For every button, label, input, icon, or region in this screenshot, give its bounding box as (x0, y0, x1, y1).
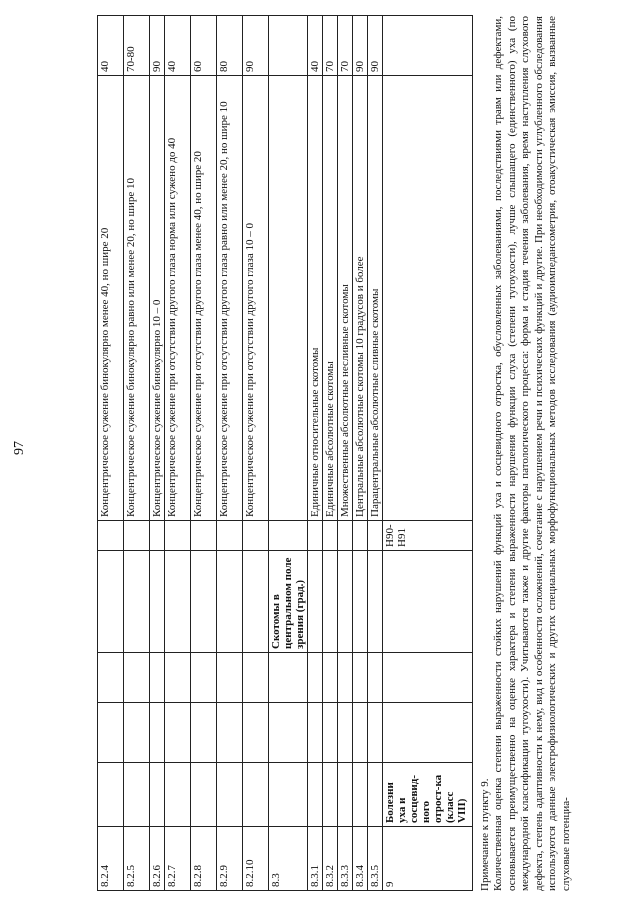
cell-empty (124, 703, 150, 763)
cell-icd (217, 521, 243, 551)
table-row (353, 16, 368, 891)
table-row (368, 16, 383, 891)
cell-empty (243, 703, 269, 763)
cell-empty (98, 703, 124, 763)
cell-code: 8.2.5 (124, 827, 150, 891)
cell-percent: 80 (217, 16, 243, 76)
cell-empty (338, 703, 353, 763)
cell-category (150, 551, 165, 653)
cell-criterion (383, 76, 473, 521)
cell-criterion: Единичные относительные скотомы (308, 76, 323, 521)
cell-criterion: Концентрическое сужение бинокулярно менее 40, но шире 20 (98, 76, 124, 521)
cell-percent: 40 (98, 16, 124, 76)
cell-empty (217, 703, 243, 763)
cell-empty (191, 653, 217, 703)
cell-empty (383, 653, 473, 703)
cell-percent (269, 16, 308, 76)
cell-criterion: Центральные абсолютные скотомы 10 градусов и более (353, 76, 368, 521)
cell-criterion: Концентрическое сужение при отсутствии другого глаза норма или сужено до 40 (165, 76, 191, 521)
cell-percent: 90 (243, 16, 269, 76)
cell-code: 8.2.7 (165, 827, 191, 891)
table-row (243, 16, 269, 891)
cell-code: 8.3.4 (353, 827, 368, 891)
table-row (150, 16, 165, 891)
cell-category (165, 551, 191, 653)
cell-empty (368, 703, 383, 763)
cell-icd (368, 521, 383, 551)
note-text: Количественная оценка степени выраженности стойких нарушений функций уха и сосцевидного отростка, обусловленных заболеваниями, последствиями травм или дефектами, основывается преимущественно на оценке характера и степени выраженности нарушения функции слуха (степени тугоухости), лучше слышащего (единственного) уха (по международной классификации тугоухости). Учитываются также и другие факторы патологического процесса: форма и стадия течения заболевания, время наступления слухового дефекта, степень адаптивности к нему, вид и особенности осложнений, сочетание с нарушением речи и психических функций и другие. При необходимости углубленного обследования используются данные электрофизиологических и других специальных морфофункциональных методов исследования (аудиоимпедансометрия, отоакустическая эмиссия, вызванные слуховые потенциа- (492, 16, 572, 891)
table-row (124, 16, 150, 891)
criteria-table-body (98, 16, 473, 891)
table-row (191, 16, 217, 891)
cell-percent: 90 (150, 16, 165, 76)
cell-icd (191, 521, 217, 551)
cell-percent: 90 (368, 16, 383, 76)
cell-percent (383, 16, 473, 76)
cell-percent: 40 (165, 16, 191, 76)
cell-empty (338, 653, 353, 703)
cell-criterion: Парацентральные абсолютные сливные скотомы (368, 76, 383, 521)
cell-empty (323, 703, 338, 763)
cell-percent: 70-80 (124, 16, 150, 76)
cell-empty (269, 653, 308, 703)
cell-code: 8.3.5 (368, 827, 383, 891)
cell-code: 8.3.2 (323, 827, 338, 891)
table-row (269, 16, 308, 891)
cell-empty (150, 653, 165, 703)
cell-criterion: Единичные абсолютные скотомы (323, 76, 338, 521)
cell-class (165, 763, 191, 827)
table-row (165, 16, 191, 891)
cell-icd (165, 521, 191, 551)
cell-category (124, 551, 150, 653)
cell-category (323, 551, 338, 653)
cell-category: Скотомы в центральном поле зрения (град.) (269, 551, 308, 653)
cell-category (368, 551, 383, 653)
cell-code: 8.3 (269, 827, 308, 891)
cell-icd (243, 521, 269, 551)
cell-criterion: Концентрическое сужение при отсутствии другого глаза равно или менее 20, но шире 10 (217, 76, 243, 521)
cell-category (243, 551, 269, 653)
cell-empty (383, 703, 473, 763)
cell-percent: 70 (323, 16, 338, 76)
cell-empty (308, 703, 323, 763)
cell-icd (269, 521, 308, 551)
cell-category (98, 551, 124, 653)
cell-empty (353, 653, 368, 703)
cell-code: 8.3.3 (338, 827, 353, 891)
cell-criterion: Концентрическое сужение бинокулярно равно или менее 20, но шире 10 (124, 76, 150, 521)
note-block (479, 16, 573, 891)
cell-class (308, 763, 323, 827)
cell-category (383, 551, 473, 653)
cell-class: Болезни уха и сосцевид-ного отрост-ка (класс VIII) (383, 763, 473, 827)
cell-empty (243, 653, 269, 703)
cell-class (269, 763, 308, 827)
cell-category (353, 551, 368, 653)
cell-class (353, 763, 368, 827)
cell-empty (150, 703, 165, 763)
cell-category (338, 551, 353, 653)
cell-class (243, 763, 269, 827)
cell-class (150, 763, 165, 827)
cell-icd: H90-H91 (383, 521, 473, 551)
cell-empty (217, 653, 243, 703)
cell-class (217, 763, 243, 827)
cell-criterion: Концентрическое сужение при отсутствии другого глаза 10 – 0 (243, 76, 269, 521)
cell-empty (124, 653, 150, 703)
cell-empty (368, 653, 383, 703)
cell-class (124, 763, 150, 827)
cell-icd (98, 521, 124, 551)
criteria-table (97, 15, 473, 891)
cell-percent: 70 (338, 16, 353, 76)
cell-class (323, 763, 338, 827)
cell-empty (98, 653, 124, 703)
cell-icd (353, 521, 368, 551)
cell-code: 8.2.4 (98, 827, 124, 891)
cell-icd (338, 521, 353, 551)
cell-category (308, 551, 323, 653)
cell-empty (191, 703, 217, 763)
table-row (323, 16, 338, 891)
cell-empty (323, 653, 338, 703)
cell-category (191, 551, 217, 653)
cell-empty (165, 653, 191, 703)
cell-code: 8.3.1 (308, 827, 323, 891)
cell-empty (308, 653, 323, 703)
cell-class (98, 763, 124, 827)
cell-icd (124, 521, 150, 551)
cell-class (368, 763, 383, 827)
cell-class (191, 763, 217, 827)
cell-code: 8.2.9 (217, 827, 243, 891)
page-number: 97 (12, 441, 27, 455)
cell-code: 8.2.8 (191, 827, 217, 891)
table-row (308, 16, 323, 891)
cell-code: 9 (383, 827, 473, 891)
cell-empty (165, 703, 191, 763)
table-row (383, 16, 473, 891)
table-row (217, 16, 243, 891)
table-row (98, 16, 124, 891)
cell-empty (269, 703, 308, 763)
cell-criterion: Концентрическое сужение бинокулярно 10 – 0 (150, 76, 165, 521)
note-title: Примечание к пункту 9. (479, 778, 491, 891)
cell-code: 8.2.6 (150, 827, 165, 891)
cell-empty (353, 703, 368, 763)
cell-icd (308, 521, 323, 551)
cell-percent: 60 (191, 16, 217, 76)
cell-category (217, 551, 243, 653)
page-content (97, 16, 573, 891)
cell-percent: 90 (353, 16, 368, 76)
cell-icd (150, 521, 165, 551)
cell-percent: 40 (308, 16, 323, 76)
cell-class (338, 763, 353, 827)
cell-criterion: Множественные абсолютные несливные скотомы (338, 76, 353, 521)
cell-code: 8.2.10 (243, 827, 269, 891)
cell-icd (323, 521, 338, 551)
cell-criterion (269, 76, 308, 521)
cell-criterion: Концентрическое сужение при отсутствии другого глаза менее 40, но шире 20 (191, 76, 217, 521)
table-row (338, 16, 353, 891)
